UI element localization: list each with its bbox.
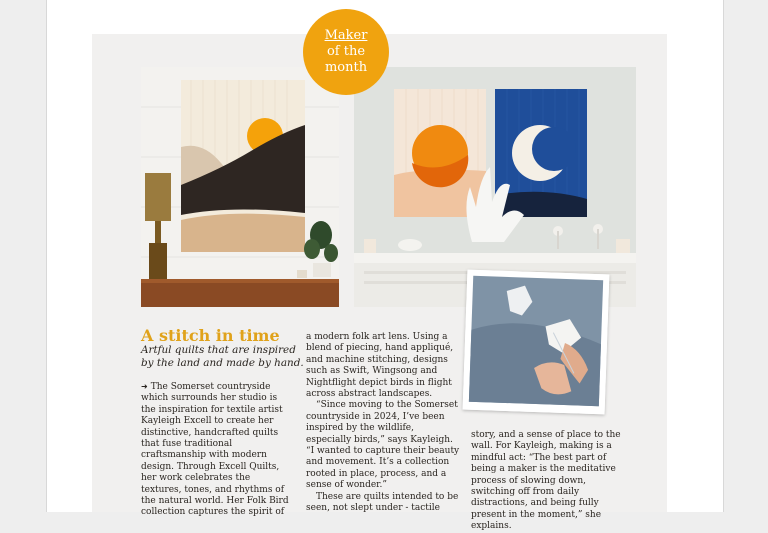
article-standfirst: Artful quilts that are inspired by the land and made by hand.	[141, 344, 304, 369]
column-1-text: The Somerset countryside which surrounds her studio is the inspiration for textile artist Kayleigh Excell to create her distinctive, handcrafted quilts that fuse traditional craftsmanship with modern design. Through Excell Quilts, her work celebrates the textures, tones, and rhythms of the natural world. Her Folk Bird collection captures the spirit of	[141, 382, 289, 518]
badge-line-3: month	[324, 60, 368, 75]
article-column-2	[306, 332, 460, 515]
column-2-paragraph-3: These are quilts intended to be seen, not slept under - tactile	[306, 491, 459, 514]
badge-line-2: of the	[326, 44, 366, 59]
column-2-paragraph-2: “Since moving to the Somerset countryside in 2024, I’ve been inspired by the wildlife, especially birds,” says Kayleigh. “I wanted to capture their beauty and movement. It’s a collection rooted in place, process, and a sense of wonder.”	[306, 400, 460, 491]
hands-stitching-photo	[463, 270, 610, 415]
article-column-3	[471, 430, 621, 533]
article-column-1	[141, 381, 291, 519]
column-3-text: story, and a sense of place to the wall. For Kayleigh, making is a mindful act: “The best part of being a maker is the meditative process of slowing down, switching off from daily distractions, and being fully present in the moment,” she explains.	[471, 430, 621, 532]
maker-of-the-month-badge	[303, 9, 389, 95]
badge-line-1: Maker	[324, 28, 368, 43]
arrow-icon: ➜	[141, 382, 148, 391]
quilt-photo-sunrise	[141, 67, 339, 307]
article-headline: A stitch in time	[141, 326, 280, 345]
column-2-paragraph-1: a modern folk art lens. Using a blend of piecing, hand appliqué, and machine stitching, designs such as Swift, Wingsong and Nightflight depict birds in flight across abstract landscapes.	[306, 332, 454, 400]
magazine-page	[46, 0, 724, 532]
